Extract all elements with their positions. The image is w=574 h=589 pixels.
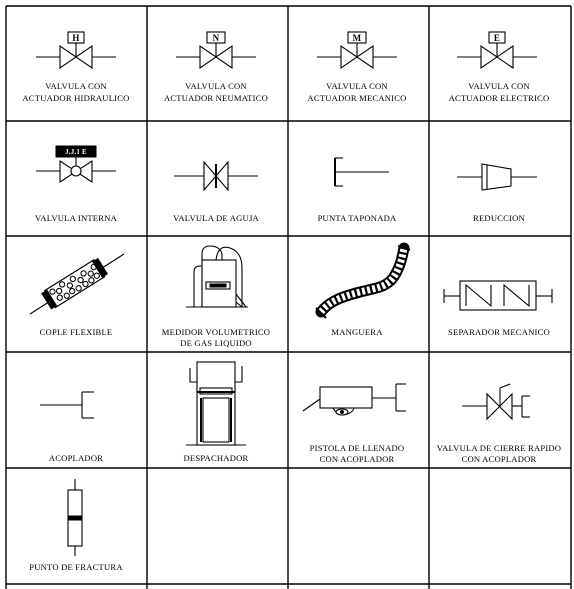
needle-valve-symbol	[174, 162, 258, 190]
actuator-glyph: M	[352, 33, 362, 43]
capped-end-symbol	[335, 158, 389, 186]
label-valvula-interna-line-1: VALVULA INTERNA	[34, 213, 118, 223]
actuator-glyph: H	[72, 33, 80, 43]
label-pistola-de-llenado-line-2: CON ACOPLADOR	[319, 454, 395, 464]
label-valvula-actuador-electrico-line-2: ACTUADOR ELECTRICO	[448, 93, 550, 103]
actuator-glyph: N	[212, 33, 220, 43]
label-valvula-actuador-neumatico-line-1: VALVULA CON	[185, 81, 247, 91]
filling-gun-symbol	[303, 384, 406, 415]
label-valvula-actuador-hidraulico-line-2: ACTUADOR HIDRAULICO	[22, 93, 130, 103]
label-valvula-actuador-mecanico-line-2: ACTUADOR MECANICO	[307, 93, 407, 103]
reducer-symbol	[457, 164, 537, 190]
internal-valve-glyph: J.J.1 E	[65, 148, 87, 156]
hose-symbol	[316, 246, 410, 318]
label-valvula-actuador-hidraulico-line-1: VALVULA CON	[45, 81, 107, 91]
label-valvula-actuador-neumatico-line-2: ACTUADOR NEUMATICO	[163, 93, 269, 103]
volumetric-meter-symbol	[186, 246, 248, 307]
label-medidor-volumetrico-line-1: MEDIDOR VOLUMETRICO	[161, 327, 271, 337]
flexible-coupling-symbol	[30, 254, 124, 314]
label-valvula-cierre-rapido-line-1: VALVULA DE CIERRE RAPIDO	[436, 443, 562, 453]
label-manguera-line-1: MANGUERA	[331, 327, 383, 337]
label-despachador-line-1: DESPACHADOR	[183, 453, 249, 463]
valve-hydraulic-actuator-symbol	[36, 32, 116, 68]
breakaway-point-symbol	[68, 479, 82, 556]
quick-close-valve-symbol	[462, 384, 530, 419]
label-punto-de-fractura-line-1: PUNTO DE FRACTURA	[29, 562, 123, 572]
cell-labels	[22, 81, 561, 572]
dispenser-symbol	[186, 362, 246, 445]
mechanical-separator-symbol	[444, 281, 552, 310]
valve-electric-actuator-symbol	[457, 32, 537, 68]
coupler-symbol	[40, 392, 94, 418]
label-valvula-de-aguja-line-1: VALVULA DE AGUJA	[173, 213, 259, 223]
label-acoplador-line-1: ACOPLADOR	[48, 453, 104, 463]
label-reduccion-line-1: REDUCCION	[473, 213, 525, 223]
label-punta-taponada-line-1: PUNTA TAPONADA	[317, 213, 397, 223]
actuator-glyph: E	[493, 33, 501, 43]
label-pistola-de-llenado-line-1: PISTOLA DE LLENADO	[309, 443, 405, 453]
valve-mechanical-actuator-symbol	[317, 32, 397, 68]
label-valvula-actuador-mecanico-line-1: VALVULA CON	[326, 81, 388, 91]
valve-pneumatic-actuator-symbol	[176, 32, 256, 68]
internal-valve-symbol	[36, 146, 116, 182]
label-medidor-volumetrico-line-2: DE GAS LIQUIDO	[180, 338, 252, 348]
label-separador-mecanico-line-1: SEPARADOR MECANICO	[448, 327, 550, 337]
label-valvula-actuador-electrico-line-1: VALVULA CON	[468, 81, 530, 91]
label-cople-flexible-line-1: COPLE FLEXIBLE	[39, 327, 113, 337]
label-valvula-cierre-rapido-line-2: CON ACOPLADOR	[461, 454, 537, 464]
